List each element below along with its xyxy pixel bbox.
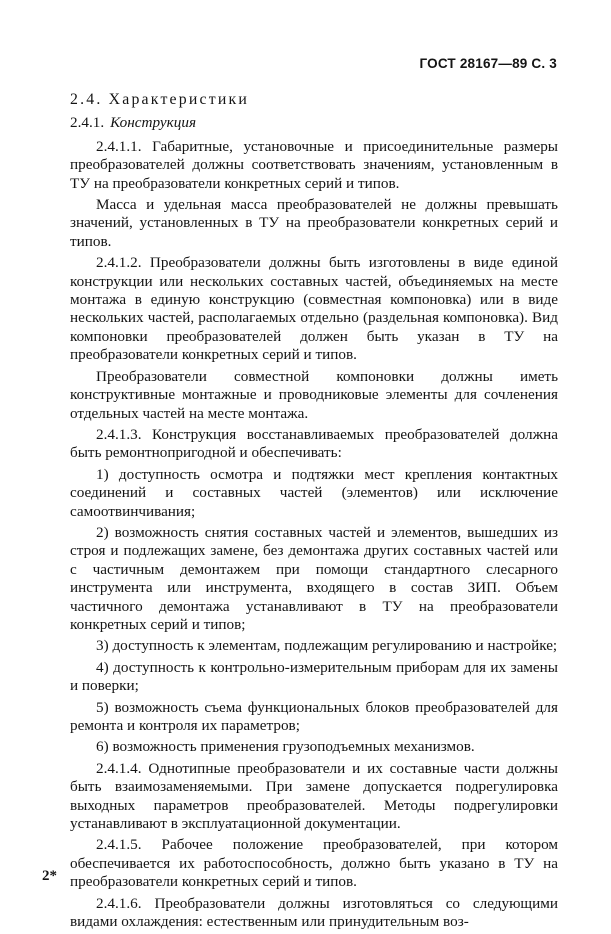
page-body — [70, 91, 558, 934]
paragraph-2-4-1-3: 2.4.1.3. Конструкция восстанавливаемых преобразователей должна быть ремонтнопригодной и обеспечивать: — [70, 425, 558, 462]
standard-header: ГОСТ 28167—89 С. 3 — [419, 56, 557, 71]
paragraph-2-4-1-5: 2.4.1.5. Рабочее положение преобразователей, при котором обеспечивается их работоспособность, должно быть указано в ТУ на преобразователи конкретных серий и типов. — [70, 836, 558, 891]
list-item-2: 2) возможность снятия составных частей и элементов, вышедших из строя и подлежащих замене, без демонтажа других составных частей или с частичным демонтажем при помощи стандартного слесарного инструмента или инструмента, входящего в состав ЗИП. Объем частичного демонтажа устанавливают в ТУ на преобразователи конкретных серий и типов; — [70, 523, 558, 633]
list-item-5: 5) возможность съема функциональных блоков преобразователей для ремонта и контроля их параметров; — [70, 698, 558, 734]
paragraph-2-4-1-2: 2.4.1.2. Преобразователи должны быть изготовлены в виде единой конструкции или нескольких составных частей, объединяемых на месте монтажа в единую конструкцию (совместная компоновка) или в виде нескольких частей, располагаемых отдельно (раздельная компоновка). Вид компоновки преобразователей должен быть указан в ТУ на преобразователи конкретных серий и типов. — [70, 254, 558, 364]
subsection-heading — [70, 114, 558, 132]
paragraph-mass: Масса и удельная масса преобразователей не должны превышать значений, установленных в ТУ на преобразователи конкретных серий и типов. — [70, 196, 558, 250]
paragraph-2-4-1-6: 2.4.1.6. Преобразователи должны изготовляться со следующими видами охлаждения: естественным или принудительным воз- — [70, 894, 558, 931]
paragraph-2-4-1-1: 2.4.1.1. Габаритные, установочные и присоединительные размеры преобразователей должны соответствовать значениям, установленным в ТУ на преобразователи конкретных серий и типов. — [70, 137, 558, 192]
paragraph-joint-layout: Преобразователи совместной компоновки должны иметь конструктивные монтажные и проводниковые элементы для сочленения отдельных частей на месте монтажа. — [70, 367, 558, 422]
list-item-1: 1) доступность осмотра и подтяжки мест крепления контактных соединений и составных частей (элементов) или исключение самоотвинчивания; — [70, 465, 558, 520]
subsection-title: Конструкция — [110, 114, 197, 132]
sheet-signature: 2* — [42, 868, 57, 884]
paragraph-2-4-1-4: 2.4.1.4. Однотипные преобразователи и их составные части должны быть взаимозаменяемыми. При замене допускается подрегулировка выходных параметров преобразователей. Методы подрегулировки устанавливают в эксплуатационной документации. — [70, 759, 558, 833]
list-item-4: 4) доступность к контрольно-измерительным приборам для их замены и поверки; — [70, 658, 558, 695]
subsection-number: 2.4.1. — [70, 114, 105, 132]
list-item-6: 6) возможность применения грузоподъемных механизмов. — [96, 738, 475, 756]
list-item-3: 3) доступность к элементам, подлежащим регулированию и настройке; — [96, 637, 558, 655]
section-heading: 2.4. Характеристики — [70, 91, 250, 108]
